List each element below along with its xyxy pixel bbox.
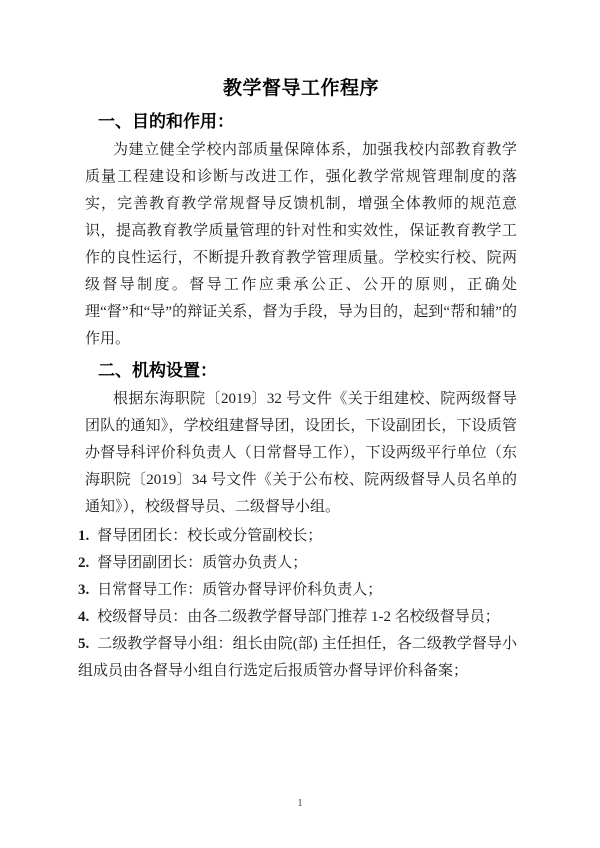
list-item-number: 5. [78, 636, 90, 652]
list-item-text: 二级教学督导小组：组长由院(部) 主任担任，各二级教学督导小组成员由各督导小组自行选定后报质管办督导评价科备案； [78, 636, 517, 679]
list-item-text: 日常督导工作：质管办督导评价科负责人； [97, 582, 383, 598]
list-item [78, 577, 517, 604]
list-item [78, 604, 517, 631]
list-item-text: 校级督导员：由各二级教学督导部门推荐 1-2 名校级督导员； [97, 609, 500, 625]
list-item-text: 督导团团长：校长或分管副校长； [97, 528, 323, 544]
list-item-number: 1. [78, 528, 90, 544]
list-item [78, 523, 517, 550]
list-item-text: 督导团副团长：质管办负责人； [97, 555, 308, 571]
page-number: 1 [297, 798, 303, 809]
document-title: 教学督导工作程序 [222, 78, 379, 99]
list-item-number: 3. [78, 582, 90, 598]
list-item [78, 550, 517, 577]
list-item-number: 4. [78, 609, 90, 625]
section-1-paragraph: 为建立健全学校内部质量保障体系，加强我校内部教育教学质量工程建设和诊断与改进工作，强化教学常规管理制度的落实，完善教育教学常规督导反馈机制，增强全体教师的规范意识，提高教育教学质量管理的针对性和实效性，保证教育教学工作的良性运行，不断提升教育教学管理质量。学校实行校、院两级督导制度。督导工作应秉承公正、公开的原则，正确处理“督”和“导”的辩证关系，督为手段，导为目的，起到“帮和辅”的作用。 [85, 142, 517, 347]
list-item [78, 631, 517, 685]
section-2-heading: 二、机构设置： [98, 361, 217, 380]
list-item-number: 2. [78, 555, 90, 571]
section-2-paragraph: 根据东海职院〔2019〕32 号文件《关于组建校、院两级督导团队的通知》，学校组建督导团，设团长，下设副团长，下设质管办督导科评价科负责人（日常督导工作），下设两级平行单位（东海职院〔2019〕34 号文件《关于公布校、院两级督导人员名单的通知》），校级督导员、二级督导小组。 [85, 391, 517, 515]
section-1-heading: 一、目的和作用： [98, 112, 234, 131]
numbered-list [78, 523, 517, 685]
